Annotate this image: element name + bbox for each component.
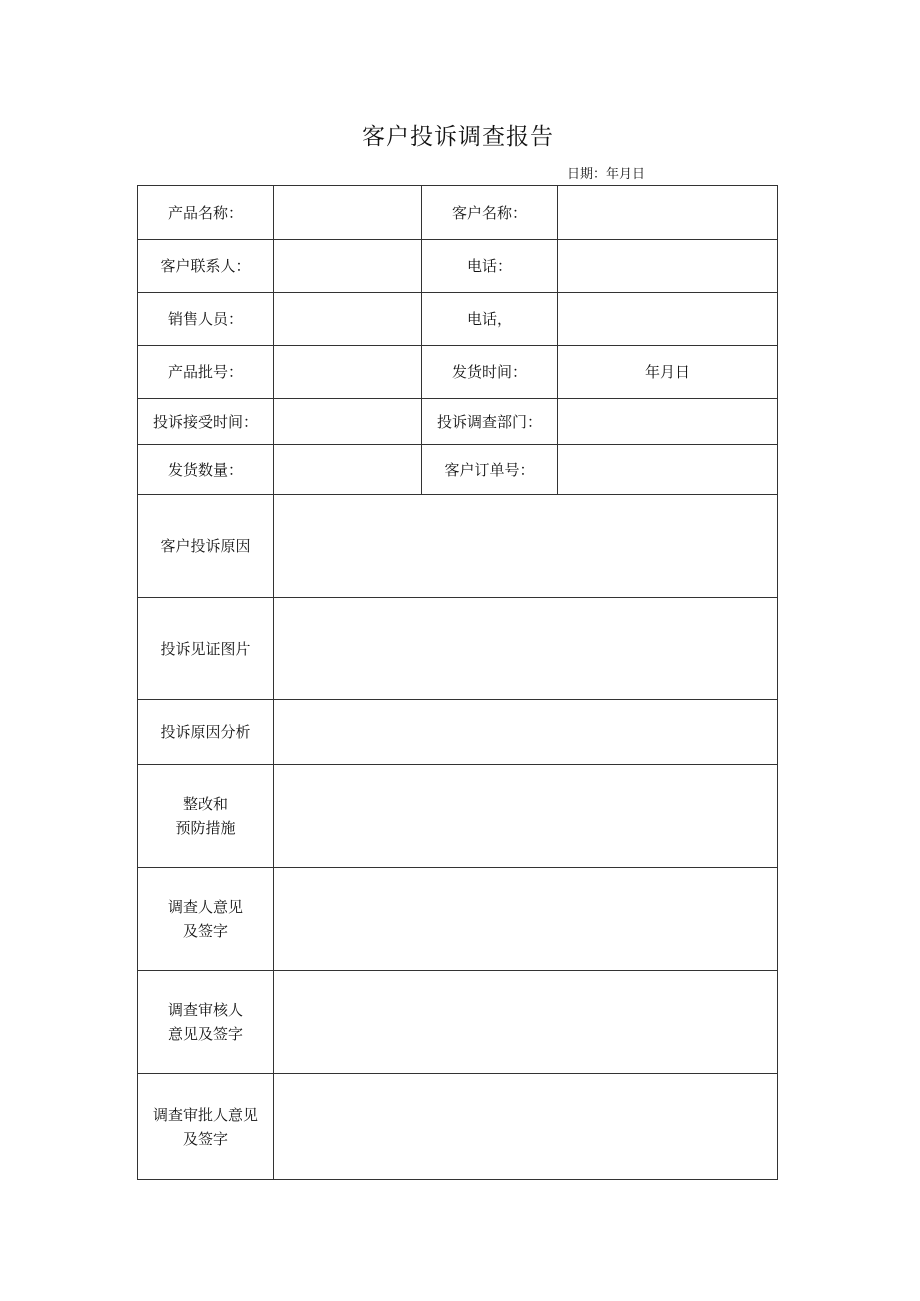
investigator-opinion-label-line1: 调查人意见 [167, 898, 243, 916]
sales-phone-field[interactable] [558, 293, 778, 346]
evidence-photos-label: 投诉见证图片 [138, 598, 274, 700]
sales-phone-label: 电话， [422, 293, 558, 346]
customer-contact-field[interactable] [274, 240, 422, 293]
approver-opinion-label-line2: 及签字 [182, 1129, 228, 1148]
order-number-field[interactable] [558, 445, 778, 495]
form-row [138, 240, 778, 293]
cause-analysis-label: 投诉原因分析 [138, 700, 274, 765]
form-row [138, 293, 778, 346]
investigating-department-label: 投诉调查部门： [422, 399, 558, 445]
form-row [138, 1074, 778, 1180]
approver-opinion-label [138, 1074, 274, 1180]
corrective-action-field[interactable] [274, 765, 778, 868]
complaint-received-time-label: 投诉接受时间： [138, 399, 274, 445]
reviewer-opinion-label [138, 971, 274, 1074]
form-row [138, 971, 778, 1074]
form-row [138, 399, 778, 445]
form-row [138, 495, 778, 598]
investigator-opinion-label [138, 868, 274, 971]
customer-name-label: 客户名称： [422, 186, 558, 240]
ship-quantity-label: 发货数量： [138, 445, 274, 495]
form-row [138, 445, 778, 495]
sales-person-field[interactable] [274, 293, 422, 346]
complaint-report-form [137, 185, 778, 1180]
customer-contact-label: 客户联系人： [138, 240, 274, 293]
sales-person-label: 销售人员： [138, 293, 274, 346]
reviewer-opinion-field[interactable] [274, 971, 778, 1074]
investigating-department-field[interactable] [558, 399, 778, 445]
reviewer-opinion-label-line1: 调查审核人 [167, 1001, 243, 1019]
corrective-action-label-line2: 预防措施 [175, 819, 236, 837]
customer-phone-label: 电话： [422, 240, 558, 293]
customer-phone-field[interactable] [558, 240, 778, 293]
form-row [138, 346, 778, 399]
corrective-action-label-line1: 整改和 [182, 795, 228, 813]
complaint-received-time-field[interactable] [274, 399, 422, 445]
product-name-label: 产品名称： [138, 186, 274, 240]
batch-number-field[interactable] [274, 346, 422, 399]
corrective-action-label [138, 765, 274, 868]
order-number-label: 客户订单号： [422, 445, 558, 495]
ship-time-label: 发货时间： [422, 346, 558, 399]
report-date: 日期：年月日 [567, 167, 646, 182]
ship-quantity-field[interactable] [274, 445, 422, 495]
form-row [138, 186, 778, 240]
form-row [138, 598, 778, 700]
page-title: 客户投诉调查报告 [362, 124, 554, 150]
approver-opinion-field[interactable] [274, 1074, 778, 1180]
form-row [138, 868, 778, 971]
form-row [138, 700, 778, 765]
reviewer-opinion-label-line2: 意见及签字 [167, 1025, 243, 1043]
investigator-opinion-field[interactable] [274, 868, 778, 971]
cause-analysis-field[interactable] [274, 700, 778, 765]
investigator-opinion-label-line2: 及签字 [182, 922, 228, 940]
batch-number-label: 产品批号： [138, 346, 274, 399]
complaint-reason-label: 客户投诉原因 [138, 495, 274, 598]
form-row [138, 765, 778, 868]
ship-time-field[interactable]: 年月日 [558, 346, 778, 399]
approver-opinion-label-line1: 调查审批人意见 [152, 1105, 258, 1124]
customer-name-field[interactable] [558, 186, 778, 240]
product-name-field[interactable] [274, 186, 422, 240]
evidence-photos-field[interactable] [274, 598, 778, 700]
complaint-reason-field[interactable] [274, 495, 778, 598]
